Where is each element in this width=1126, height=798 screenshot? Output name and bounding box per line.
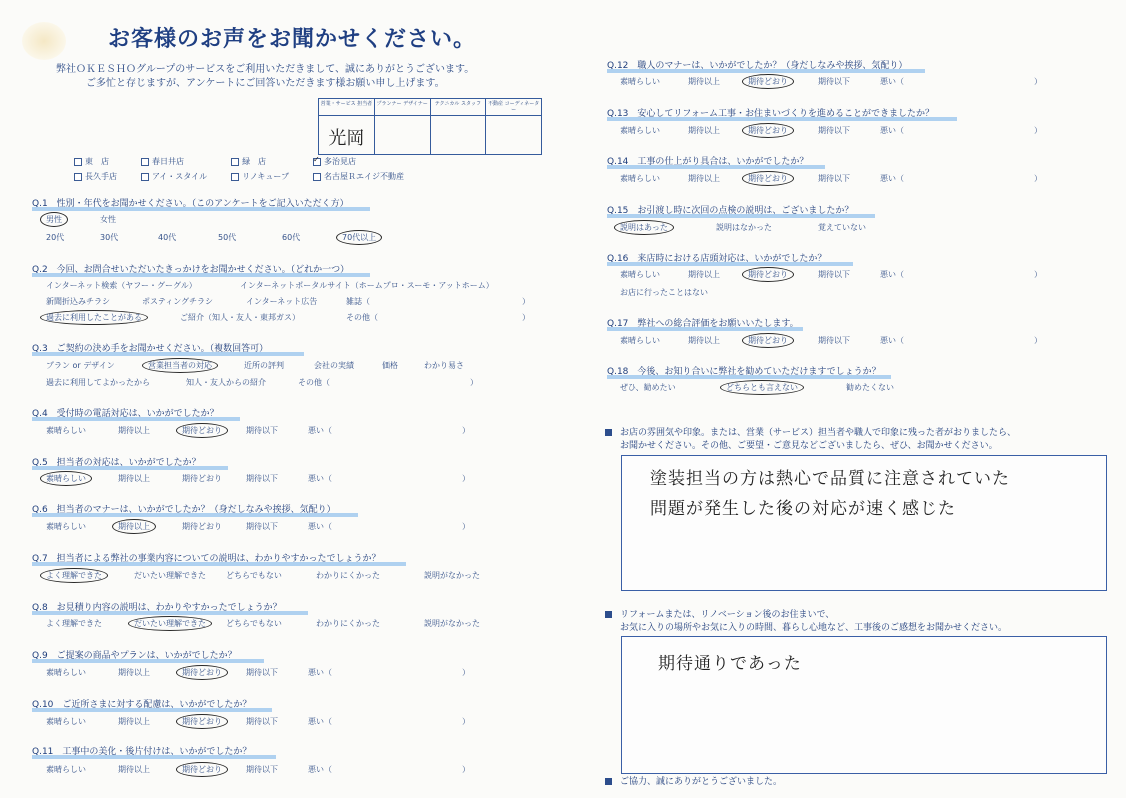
answer-label: 素晴らしい bbox=[620, 270, 660, 279]
answer-option[interactable] bbox=[424, 618, 480, 629]
question-12-title: Q.12 職人のマナーは、いかがでしたか？（身だしなみや挨拶、気配り） bbox=[607, 58, 907, 71]
answer-label: 雑誌（ bbox=[346, 297, 370, 306]
answer-option[interactable] bbox=[46, 312, 142, 323]
answer-label: 悪い（ bbox=[308, 668, 332, 677]
question-7-title: Q.7 担当者による弊社の事業内容についての説明は、わかりやすかったでしょうか？ bbox=[32, 551, 381, 564]
store-label: 緑 店 bbox=[242, 157, 267, 166]
answer-option[interactable] bbox=[424, 360, 464, 371]
store-label: 長久手店 bbox=[85, 172, 117, 181]
answer-option[interactable] bbox=[308, 521, 332, 532]
answer-label: 期待以下 bbox=[818, 336, 850, 345]
staff-col-sales bbox=[319, 99, 375, 154]
answer-option[interactable] bbox=[246, 716, 278, 727]
answer-option[interactable] bbox=[46, 377, 150, 388]
selected-answer-label: 期待どおり bbox=[742, 171, 794, 186]
answer-option[interactable] bbox=[226, 618, 282, 629]
staff-col-value[interactable] bbox=[431, 116, 486, 124]
answer-option[interactable] bbox=[470, 377, 478, 388]
answer-label: 期待以下 bbox=[818, 126, 850, 135]
question-3-title: Q.3 ご契約の決め手をお聞かせください。（複数回答可） bbox=[32, 341, 268, 354]
answer-option[interactable] bbox=[246, 473, 278, 484]
selected-answer-label: 男性 bbox=[40, 212, 68, 227]
staff-col-header: テクニカル スタッフ bbox=[431, 99, 486, 116]
selected-answer-label: 期待以上 bbox=[112, 519, 156, 534]
answer-option[interactable] bbox=[142, 296, 213, 307]
question-5-title: Q.5 担当者の対応は、いかがでしたか？ bbox=[32, 455, 201, 468]
staff-col-value[interactable] bbox=[375, 116, 430, 124]
store-option[interactable] bbox=[231, 156, 299, 167]
answer-option[interactable] bbox=[880, 173, 904, 184]
question-16-title: Q.16 来店時における店頭対応は、いかがでしたか？ bbox=[607, 251, 826, 264]
question-13-title: Q.13 安心してリフォーム工事・お住まいづくりを進めることができましたか？ bbox=[607, 106, 934, 119]
answer-label: ） bbox=[462, 522, 470, 531]
page-title: お客様のお声をお聞かせください。 bbox=[108, 27, 477, 52]
answer-label: 素晴らしい bbox=[46, 426, 86, 435]
selected-answer-label: だいたい理解できた bbox=[128, 616, 212, 631]
question-14-title: Q.14 工事の仕上がり具合は、いかがでしたか？ bbox=[607, 154, 808, 167]
store-label: 東 店 bbox=[85, 157, 109, 166]
answer-label: 知人・友人からの紹介 bbox=[186, 378, 266, 387]
answer-option[interactable] bbox=[620, 173, 660, 184]
answer-label: 素晴らしい bbox=[620, 174, 660, 183]
impressions-answer-box[interactable] bbox=[621, 455, 1107, 591]
answer-option[interactable] bbox=[226, 570, 282, 581]
answer-label: 悪い（ bbox=[880, 77, 904, 86]
answer-label: 悪い（ bbox=[880, 174, 904, 183]
selected-answer-label: 期待どおり bbox=[176, 762, 228, 777]
checkbox-icon[interactable] bbox=[74, 173, 82, 181]
selected-answer-label: 期待どおり bbox=[742, 267, 794, 282]
answer-option[interactable] bbox=[818, 335, 850, 346]
checkbox-icon[interactable] bbox=[313, 173, 321, 181]
answer-option[interactable] bbox=[620, 335, 660, 346]
answer-label: ご紹介（知人・友人・東邦ガス） bbox=[180, 313, 300, 322]
answer-option[interactable] bbox=[46, 618, 102, 629]
answer-option[interactable] bbox=[46, 716, 86, 727]
answer-label: 説明はなかった bbox=[716, 223, 772, 232]
answer-option[interactable] bbox=[818, 125, 850, 136]
answer-option[interactable] bbox=[182, 716, 222, 727]
handwritten-answer-line: 塗装担当の方は熱心で品質に注意されていた bbox=[650, 469, 1010, 489]
store-option[interactable] bbox=[74, 156, 127, 167]
answer-option[interactable] bbox=[462, 667, 470, 678]
answer-label: 女性 bbox=[100, 215, 116, 224]
answer-option[interactable] bbox=[1034, 269, 1042, 280]
store-label: 春日井店 bbox=[151, 157, 184, 166]
answer-option[interactable] bbox=[462, 425, 470, 436]
answer-option[interactable] bbox=[308, 716, 332, 727]
answer-option[interactable] bbox=[462, 716, 470, 727]
answer-label: 期待以下 bbox=[246, 765, 278, 774]
answer-option[interactable] bbox=[46, 764, 86, 775]
selected-answer-label: 過去に利用したことがある bbox=[40, 310, 148, 325]
store-checklist bbox=[74, 156, 414, 182]
answer-option[interactable] bbox=[240, 280, 494, 291]
answer-label: ） bbox=[462, 765, 470, 774]
answer-option[interactable] bbox=[246, 667, 278, 678]
answer-label: お店に行ったことはない bbox=[620, 288, 708, 297]
question-6-title: Q.6 担当者のマナーは、いかがでしたか？（身だしなみや挨拶、気配り） bbox=[32, 502, 336, 515]
selected-answer-label: 説明はあった bbox=[614, 220, 674, 235]
answer-option[interactable] bbox=[46, 570, 102, 581]
store-label: 名古屋Ｒエイジ不動産 bbox=[324, 172, 405, 181]
answer-option[interactable] bbox=[282, 232, 300, 243]
answer-option[interactable] bbox=[218, 232, 236, 243]
question-17-title: Q.17 弊社への総合評価をお願いいたします。 bbox=[607, 316, 799, 329]
answer-label: 素晴らしい bbox=[46, 668, 86, 677]
answer-option[interactable] bbox=[346, 312, 378, 323]
answer-option[interactable] bbox=[1034, 335, 1042, 346]
answer-label: 悪い（ bbox=[880, 336, 904, 345]
answer-label: 説明がなかった bbox=[424, 571, 480, 580]
section-after-reform-line-1: リフォームまたは、リノベーション後のお住まいで、 bbox=[605, 609, 1007, 622]
section-after-reform-line-2: お気に入りの場所やお気に入りの時間、暮らし心地など、工事後のご感想をお聞かせください。 bbox=[620, 623, 1008, 633]
answer-label: 素晴らしい bbox=[620, 77, 660, 86]
staff-col-value[interactable]: 光岡 bbox=[328, 128, 365, 149]
answer-label: ） bbox=[470, 378, 478, 387]
answer-label: 会社の実績 bbox=[314, 361, 354, 370]
answer-option[interactable] bbox=[118, 521, 150, 532]
selected-answer-label: よく理解できた bbox=[40, 568, 108, 583]
answer-option[interactable] bbox=[522, 312, 530, 323]
staff-col-realestate bbox=[486, 99, 541, 154]
question-1-title: Q.1 性別・年代をお聞かせください。（このアンケートをご記入いただく方） bbox=[32, 196, 349, 209]
answer-option[interactable] bbox=[46, 214, 62, 225]
answer-label: インターネット広告 bbox=[246, 297, 318, 306]
answer-option[interactable] bbox=[748, 335, 788, 346]
answer-label: 覚えていない bbox=[818, 223, 866, 232]
answer-option[interactable] bbox=[716, 222, 772, 233]
answer-option[interactable] bbox=[118, 716, 150, 727]
answer-label: 期待以下 bbox=[818, 77, 850, 86]
store-option[interactable] bbox=[313, 171, 414, 182]
section-impressions bbox=[605, 427, 1016, 453]
answer-label: ） bbox=[462, 474, 470, 483]
staff-col-header: プランナー デザイナー bbox=[375, 99, 430, 116]
intro-line-1: 弊社ＯＫＥＳＨＯグループのサービスをご利用いただきまして、誠にありがとうございます。 bbox=[56, 64, 475, 75]
answer-label: 悪い（ bbox=[308, 717, 332, 726]
answer-option[interactable] bbox=[46, 473, 86, 484]
answer-label: ポスティングチラシ bbox=[142, 297, 214, 306]
staff-col-planner bbox=[375, 99, 431, 154]
answer-label: 素晴らしい bbox=[46, 717, 86, 726]
answer-option[interactable] bbox=[46, 667, 86, 678]
answer-label: 素晴らしい bbox=[46, 522, 86, 531]
store-label: リノキューブ bbox=[242, 172, 290, 181]
answer-label: 期待以下 bbox=[818, 270, 850, 279]
answer-label: 期待以上 bbox=[118, 765, 150, 774]
answer-label: 新聞折込みチラシ bbox=[46, 297, 110, 306]
after-reform-answer-box[interactable] bbox=[621, 636, 1107, 774]
store-option[interactable] bbox=[141, 156, 217, 167]
staff-col-header: 営業・サービス 担当者 bbox=[319, 99, 374, 116]
answer-label: 期待以下 bbox=[246, 474, 278, 483]
answer-option[interactable] bbox=[462, 473, 470, 484]
answer-option[interactable] bbox=[1034, 125, 1042, 136]
answer-option[interactable] bbox=[382, 360, 398, 371]
answer-option[interactable] bbox=[880, 269, 904, 280]
selected-answer-label: 期待どおり bbox=[742, 123, 794, 138]
answer-option[interactable] bbox=[726, 382, 798, 393]
question-11-title: Q.11 工事中の美化・後片付けは、いかがでしたか？ bbox=[32, 744, 251, 757]
answer-option[interactable] bbox=[308, 425, 332, 436]
answer-option[interactable] bbox=[342, 232, 376, 243]
answer-label: 近所の評判 bbox=[244, 361, 284, 370]
checkbox-icon[interactable] bbox=[313, 158, 321, 166]
selected-answer-label: 期待どおり bbox=[176, 714, 228, 729]
answer-label: わかり易さ bbox=[424, 361, 464, 370]
answer-label: ） bbox=[462, 717, 470, 726]
answer-label: どちらでもない bbox=[226, 571, 282, 580]
answer-option[interactable] bbox=[316, 570, 380, 581]
answer-option[interactable] bbox=[134, 570, 206, 581]
staff-col-value[interactable] bbox=[486, 116, 541, 124]
answer-option[interactable] bbox=[748, 76, 788, 87]
question-2-title: Q.2 今回、お問合せいただいたきっかけをお聞かせください。（どれか一つ） bbox=[32, 262, 349, 275]
store-option[interactable] bbox=[74, 171, 127, 182]
question-9-title: Q.9 ご提案の商品やプランは、いかがでしたか？ bbox=[32, 648, 237, 661]
section-after-reform bbox=[605, 609, 1007, 635]
answer-label: ） bbox=[1034, 77, 1042, 86]
answer-label: だいたい理解できた bbox=[134, 571, 206, 580]
selected-answer-label: どちらとも言えない bbox=[720, 380, 804, 395]
question-8-title: Q.8 お見積り内容の説明は、わかりやすかったでしょうか？ bbox=[32, 600, 282, 613]
answer-label: ） bbox=[462, 426, 470, 435]
question-18-title: Q.18 今後、お知り合いに弊社を勧めていただけますでしょうか？ bbox=[607, 364, 881, 377]
answer-option[interactable] bbox=[462, 764, 470, 775]
answer-option[interactable] bbox=[748, 269, 788, 280]
answer-option[interactable] bbox=[46, 296, 110, 307]
answer-label: 期待以下 bbox=[246, 426, 278, 435]
handwritten-answer-line: 問題が発生した後の対応が速く感じた bbox=[650, 499, 956, 519]
answer-label: 期待どおり bbox=[182, 522, 222, 531]
answer-option[interactable] bbox=[182, 764, 222, 775]
answer-option[interactable] bbox=[316, 618, 380, 629]
answer-option[interactable] bbox=[880, 125, 904, 136]
answer-option[interactable] bbox=[246, 521, 278, 532]
answer-label: その他（ bbox=[298, 378, 330, 387]
answer-label: 期待どおり bbox=[182, 474, 222, 483]
answer-option[interactable] bbox=[246, 296, 317, 307]
answer-label: インターネットポータルサイト（ホームプロ・スーモ・アットホーム） bbox=[240, 281, 494, 290]
staff-col-technical bbox=[431, 99, 487, 154]
handwritten-answer-line: 期待通りであった bbox=[658, 654, 802, 674]
answer-label: 期待以下 bbox=[246, 668, 278, 677]
answer-option[interactable] bbox=[818, 222, 866, 233]
answer-option[interactable] bbox=[1034, 173, 1042, 184]
answer-option[interactable] bbox=[688, 335, 720, 346]
answer-option[interactable] bbox=[100, 232, 118, 243]
answer-label: 素晴らしい bbox=[46, 765, 86, 774]
answer-option[interactable] bbox=[118, 425, 150, 436]
answer-option[interactable] bbox=[246, 425, 278, 436]
checkbox-icon[interactable] bbox=[141, 173, 149, 181]
answer-option[interactable] bbox=[308, 764, 332, 775]
answer-option[interactable] bbox=[818, 173, 850, 184]
answer-label: 30代 bbox=[100, 233, 119, 242]
answer-label: 価格 bbox=[382, 361, 398, 370]
answer-label: 説明がなかった bbox=[424, 619, 480, 628]
answer-label: 期待以上 bbox=[118, 474, 150, 483]
answer-option[interactable] bbox=[880, 335, 904, 346]
answer-option[interactable] bbox=[462, 521, 470, 532]
answer-label: 20代 bbox=[46, 233, 65, 242]
answer-option[interactable] bbox=[748, 173, 788, 184]
store-label: アイ・スタイル bbox=[151, 172, 208, 181]
answer-option[interactable] bbox=[46, 521, 86, 532]
answer-option[interactable] bbox=[308, 473, 332, 484]
answer-option[interactable] bbox=[688, 125, 720, 136]
answer-option[interactable] bbox=[298, 377, 330, 388]
answer-option[interactable] bbox=[246, 764, 278, 775]
question-10-title: Q.10 ご近所さまに対する配慮は、いかがでしたか？ bbox=[32, 697, 251, 710]
question-15-title: Q.15 お引渡し時に次回の点検の説明は、ございましたか？ bbox=[607, 203, 853, 216]
answer-option[interactable] bbox=[424, 570, 480, 581]
intro-line-2: ご多忙と存じますが、アンケートにご回答いただきます様お願い申し上げます。 bbox=[86, 78, 445, 89]
square-bullet-icon bbox=[605, 611, 612, 618]
answer-option[interactable] bbox=[620, 382, 676, 393]
answer-label: よく理解できた bbox=[46, 619, 102, 628]
staff-table bbox=[318, 98, 542, 155]
selected-answer-label: 期待どおり bbox=[176, 423, 228, 438]
answer-option[interactable] bbox=[620, 125, 660, 136]
section-impressions-line-1: お店の雰囲気や印象。または、営業（サービス）担当者や職人で印象に残った者がおりましたら、 bbox=[605, 427, 1016, 440]
answer-label: ） bbox=[1034, 126, 1042, 135]
section-impressions-line-2: お聞かせください。その他、ご要望・ご意見などございましたら、ぜひ、お聞かせください。 bbox=[620, 441, 998, 451]
answer-option[interactable] bbox=[182, 521, 222, 532]
store-label: 多治見店 bbox=[324, 157, 357, 166]
answer-option[interactable] bbox=[620, 269, 660, 280]
answer-option[interactable] bbox=[346, 296, 370, 307]
answer-option[interactable] bbox=[688, 173, 720, 184]
answer-label: 期待以上 bbox=[118, 426, 150, 435]
store-option[interactable] bbox=[313, 156, 414, 167]
answer-label: ） bbox=[522, 297, 530, 306]
answer-label: 勧めたくない bbox=[846, 383, 894, 392]
answer-label: 60代 bbox=[282, 233, 301, 242]
answer-option[interactable] bbox=[244, 360, 284, 371]
selected-answer-label: 素晴らしい bbox=[40, 471, 92, 486]
answer-option[interactable] bbox=[180, 312, 300, 323]
answer-label: 40代 bbox=[158, 233, 177, 242]
answer-label: わかりにくかった bbox=[316, 619, 380, 628]
answer-option[interactable] bbox=[846, 382, 894, 393]
answer-label: 期待以上 bbox=[118, 717, 150, 726]
answer-option[interactable] bbox=[308, 667, 332, 678]
answer-label: 悪い（ bbox=[308, 426, 332, 435]
answer-option[interactable] bbox=[46, 280, 197, 291]
answer-label: プラン or デザイン bbox=[46, 361, 115, 370]
answer-option[interactable] bbox=[880, 76, 904, 87]
answer-label: 50代 bbox=[218, 233, 237, 242]
answer-option[interactable] bbox=[46, 360, 115, 371]
answer-label: 悪い（ bbox=[308, 765, 332, 774]
answer-option[interactable] bbox=[148, 360, 212, 371]
question-4-title: Q.4 受付時の電話対応は、いかがでしたか？ bbox=[32, 406, 219, 419]
answer-option[interactable] bbox=[182, 667, 222, 678]
answer-label: どちらでもない bbox=[226, 619, 282, 628]
selected-answer-label: 70代以上 bbox=[336, 230, 382, 245]
answer-label: 期待以上 bbox=[688, 126, 720, 135]
answer-option[interactable] bbox=[186, 377, 266, 388]
checkbox-icon[interactable] bbox=[231, 158, 239, 166]
company-logo bbox=[22, 22, 66, 60]
answer-label: 素晴らしい bbox=[620, 336, 660, 345]
answer-label: 期待以上 bbox=[688, 77, 720, 86]
answer-option[interactable] bbox=[1034, 76, 1042, 87]
answer-label: ） bbox=[462, 668, 470, 677]
answer-option[interactable] bbox=[46, 425, 86, 436]
answer-label: ぜひ、勧めたい bbox=[620, 383, 676, 392]
answer-label: 過去に利用してよかったから bbox=[46, 378, 150, 387]
footer-thanks: ご協力、誠にありがとうございました。 bbox=[605, 776, 782, 789]
answer-option[interactable] bbox=[118, 764, 150, 775]
selected-answer-label: 期待どおり bbox=[742, 74, 794, 89]
answer-label: 期待以上 bbox=[118, 668, 150, 677]
answer-option[interactable] bbox=[620, 222, 668, 233]
store-option[interactable] bbox=[231, 171, 299, 182]
answer-label: ） bbox=[522, 313, 530, 322]
checkbox-icon[interactable] bbox=[141, 158, 149, 166]
answer-option[interactable] bbox=[620, 76, 660, 87]
answer-option[interactable] bbox=[182, 473, 222, 484]
answer-option[interactable] bbox=[118, 667, 150, 678]
staff-col-header: 不動産 コーディネーター bbox=[486, 99, 541, 116]
answer-option[interactable] bbox=[118, 473, 150, 484]
answer-label: 期待以下 bbox=[246, 522, 278, 531]
answer-option[interactable] bbox=[100, 214, 116, 225]
square-bullet-icon bbox=[605, 778, 612, 785]
answer-option[interactable] bbox=[688, 76, 720, 87]
answer-label: 悪い（ bbox=[308, 474, 332, 483]
answer-label: ） bbox=[1034, 174, 1042, 183]
answer-option[interactable] bbox=[182, 425, 222, 436]
answer-label: 素晴らしい bbox=[620, 126, 660, 135]
checkbox-icon[interactable] bbox=[74, 158, 82, 166]
selected-answer-label: 期待どおり bbox=[176, 665, 228, 680]
answer-option[interactable] bbox=[818, 76, 850, 87]
checkbox-icon[interactable] bbox=[231, 173, 239, 181]
answer-label: 期待以下 bbox=[818, 174, 850, 183]
answer-option[interactable] bbox=[134, 618, 206, 629]
square-bullet-icon bbox=[605, 429, 612, 436]
answer-label: 期待以上 bbox=[688, 270, 720, 279]
answer-label: 悪い（ bbox=[880, 270, 904, 279]
answer-option[interactable] bbox=[314, 360, 354, 371]
answer-option[interactable] bbox=[748, 125, 788, 136]
answer-option[interactable] bbox=[620, 287, 708, 298]
answer-option[interactable] bbox=[522, 296, 530, 307]
answer-label: インターネット検索（ヤフー・グーグル） bbox=[46, 281, 197, 290]
answer-label: 悪い（ bbox=[880, 126, 904, 135]
answer-label: 期待以上 bbox=[688, 174, 720, 183]
answer-label: その他（ bbox=[346, 313, 378, 322]
selected-answer-label: 期待どおり bbox=[742, 333, 794, 348]
answer-label: ） bbox=[1034, 336, 1042, 345]
answer-option[interactable] bbox=[46, 232, 64, 243]
answer-option[interactable] bbox=[158, 232, 176, 243]
answer-label: 期待以下 bbox=[246, 717, 278, 726]
answer-label: ） bbox=[1034, 270, 1042, 279]
selected-answer-label: 営業担当者の対応 bbox=[142, 358, 218, 373]
answer-label: 悪い（ bbox=[308, 522, 332, 531]
answer-label: 期待以上 bbox=[688, 336, 720, 345]
answer-label: わかりにくかった bbox=[316, 571, 380, 580]
store-option[interactable] bbox=[141, 171, 217, 182]
answer-option[interactable] bbox=[688, 269, 720, 280]
answer-option[interactable] bbox=[818, 269, 850, 280]
